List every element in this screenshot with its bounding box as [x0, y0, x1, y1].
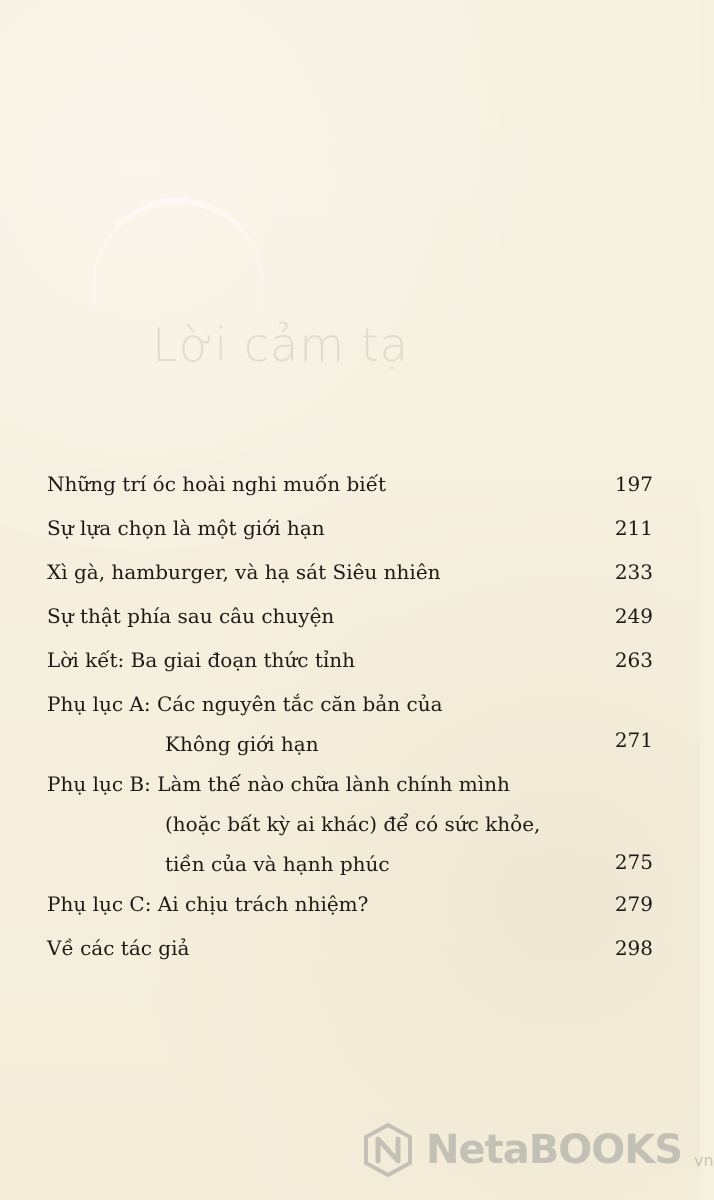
toc-page-number: 279 [614, 892, 653, 916]
toc-entry-title: Về các tác giả [47, 936, 190, 960]
toc-entry-line: Phụ lục A: Các nguyên tắc căn bản của [47, 692, 443, 716]
toc-entry-line: Không giới hạn [165, 732, 319, 756]
toc-entry [47, 606, 653, 634]
toc-entry-line: (hoặc bất kỳ ai khác) để có sức khỏe, [165, 812, 541, 836]
bleed-through-heading: Lời cảm tạ [152, 318, 409, 372]
toc-entry-line: Phụ lục B: Làm thế nào chữa lành chính mình [47, 772, 510, 796]
toc-entry [47, 474, 653, 502]
toc-page-number: 211 [614, 516, 653, 540]
watermark-brand: NetaBOOKS [426, 1127, 683, 1173]
toc-entry-title: Sự lựa chọn là một giới hạn [47, 516, 325, 540]
toc-entry-title: Sự thật phía sau câu chuyện [47, 604, 335, 628]
toc-entry-title: Phụ lục C: Ai chịu trách nhiệm? [47, 892, 369, 916]
toc-entry [47, 894, 653, 922]
toc-entry-line: tiền của và hạnh phúc [165, 852, 390, 876]
toc-entry-title: Những trí óc hoài nghi muốn biết [47, 472, 387, 496]
toc-entry-multiline [47, 774, 653, 882]
toc-page-number: 249 [614, 604, 653, 628]
toc-page-number: 271 [614, 728, 653, 752]
toc-page-number: 275 [614, 850, 653, 874]
toc-page-number: 298 [614, 936, 653, 960]
toc-entry [47, 650, 653, 678]
toc-entry [47, 562, 653, 590]
netabooks-watermark [360, 1122, 714, 1178]
toc-entry-title: Xì gà, hamburger, và hạ sát Siêu nhiên [47, 560, 441, 584]
toc-entry [47, 518, 653, 546]
netabooks-logo-icon [360, 1122, 416, 1178]
watermark-domain-suffix: vn [694, 1150, 714, 1170]
toc-page-number: 233 [614, 560, 653, 584]
toc-page-number: 197 [614, 472, 653, 496]
bleed-through-arc [92, 198, 264, 308]
toc-entry-multiline [47, 694, 653, 762]
toc-page-number: 263 [614, 648, 653, 672]
toc-entry-title: Lời kết: Ba giai đoạn thức tỉnh [47, 648, 356, 672]
table-of-contents [47, 474, 653, 982]
toc-entry [47, 938, 653, 966]
